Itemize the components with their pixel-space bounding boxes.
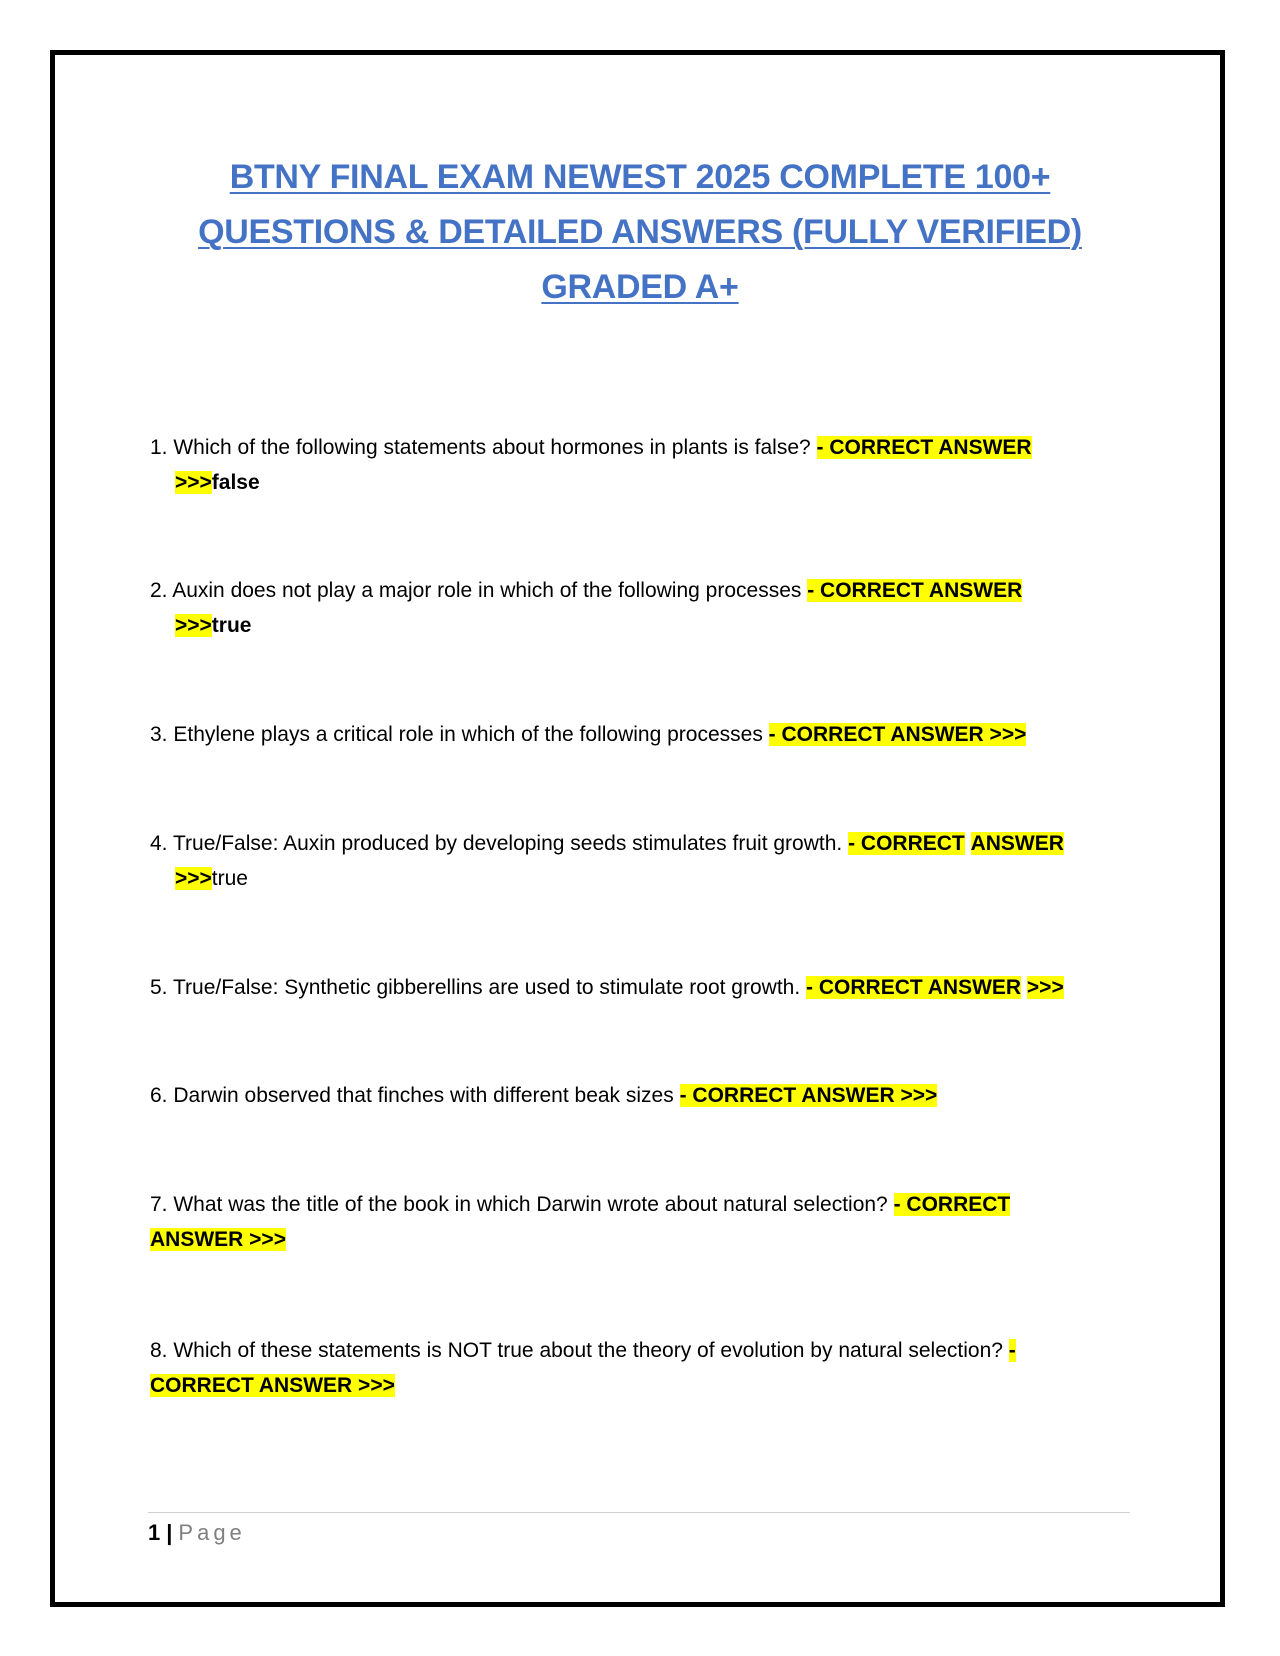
page-number: 1 <box>148 1520 161 1545</box>
question-6 <box>150 1078 1110 1113</box>
question-text: True/False: Auxin produced by developing seeds stimulates fruit growth. <box>172 832 843 855</box>
question-number: 5. <box>150 976 168 999</box>
question-text: What was the title of the book in which Darwin wrote about natural selection? <box>173 1193 888 1216</box>
question-number: 1. <box>150 436 168 459</box>
question-text: Auxin does not play a major role in which of the following processes <box>172 579 802 602</box>
answer-marker: - CORRECT ANSWER >>> <box>679 1084 938 1107</box>
question-text: Darwin observed that finches with different beak sizes <box>173 1084 674 1107</box>
answer-marker: - CORRECT <box>848 832 965 855</box>
footer-separator: | <box>166 1520 173 1545</box>
answer-arrows: >>> <box>175 614 212 637</box>
answer-marker: - <box>1008 1339 1016 1362</box>
question-7 <box>150 1187 1110 1257</box>
answer-arrows: ANSWER >>> <box>150 1228 286 1251</box>
title-line-1: BTNY FINAL EXAM NEWEST 2025 COMPLETE 100+ <box>229 158 1051 196</box>
page-label: Page <box>178 1520 246 1545</box>
question-number: 4. <box>150 832 168 855</box>
answer-arrows: CORRECT ANSWER >>> <box>150 1374 395 1397</box>
question-number: 8. <box>150 1339 168 1362</box>
answer-marker: - CORRECT <box>893 1193 1011 1216</box>
title-line-2: QUESTIONS & DETAILED ANSWERS (FULLY VERIFIED) <box>198 213 1082 251</box>
answer-marker: ANSWER <box>970 832 1064 855</box>
answer-arrows: >>> <box>1026 976 1064 999</box>
question-number: 6. <box>150 1084 168 1107</box>
question-8 <box>150 1333 1130 1403</box>
question-4 <box>150 826 1130 896</box>
question-2 <box>150 573 1110 643</box>
answer-arrows: >>> <box>175 471 212 494</box>
answer-marker: - CORRECT ANSWER <box>807 579 1023 602</box>
question-1 <box>150 430 1110 500</box>
title-line-3: GRADED A+ <box>541 268 739 306</box>
footer-divider <box>148 1512 1130 1513</box>
document-title <box>120 150 1160 315</box>
question-text: Ethylene plays a critical role in which of the following processes <box>173 723 763 746</box>
question-5 <box>150 970 1130 1005</box>
question-text: Which of the following statements about hormones in plants is false? <box>173 436 811 459</box>
question-number: 2. <box>150 579 168 602</box>
answer-text: false <box>211 471 260 494</box>
question-number: 7. <box>150 1193 168 1216</box>
question-text: True/False: Synthetic gibberellins are used to stimulate root growth. <box>172 976 801 999</box>
answer-arrows: >>> <box>175 867 212 890</box>
page-footer <box>148 1518 246 1548</box>
answer-marker: - CORRECT ANSWER <box>816 436 1032 459</box>
answer-text: true <box>211 614 252 637</box>
question-number: 3. <box>150 723 168 746</box>
question-3 <box>150 717 1110 752</box>
answer-text: true <box>211 867 248 890</box>
answer-marker: - CORRECT ANSWER <box>806 976 1022 999</box>
answer-marker: - CORRECT ANSWER >>> <box>768 723 1027 746</box>
question-text: Which of these statements is NOT true about the theory of evolution by natural selection? <box>173 1339 1003 1362</box>
